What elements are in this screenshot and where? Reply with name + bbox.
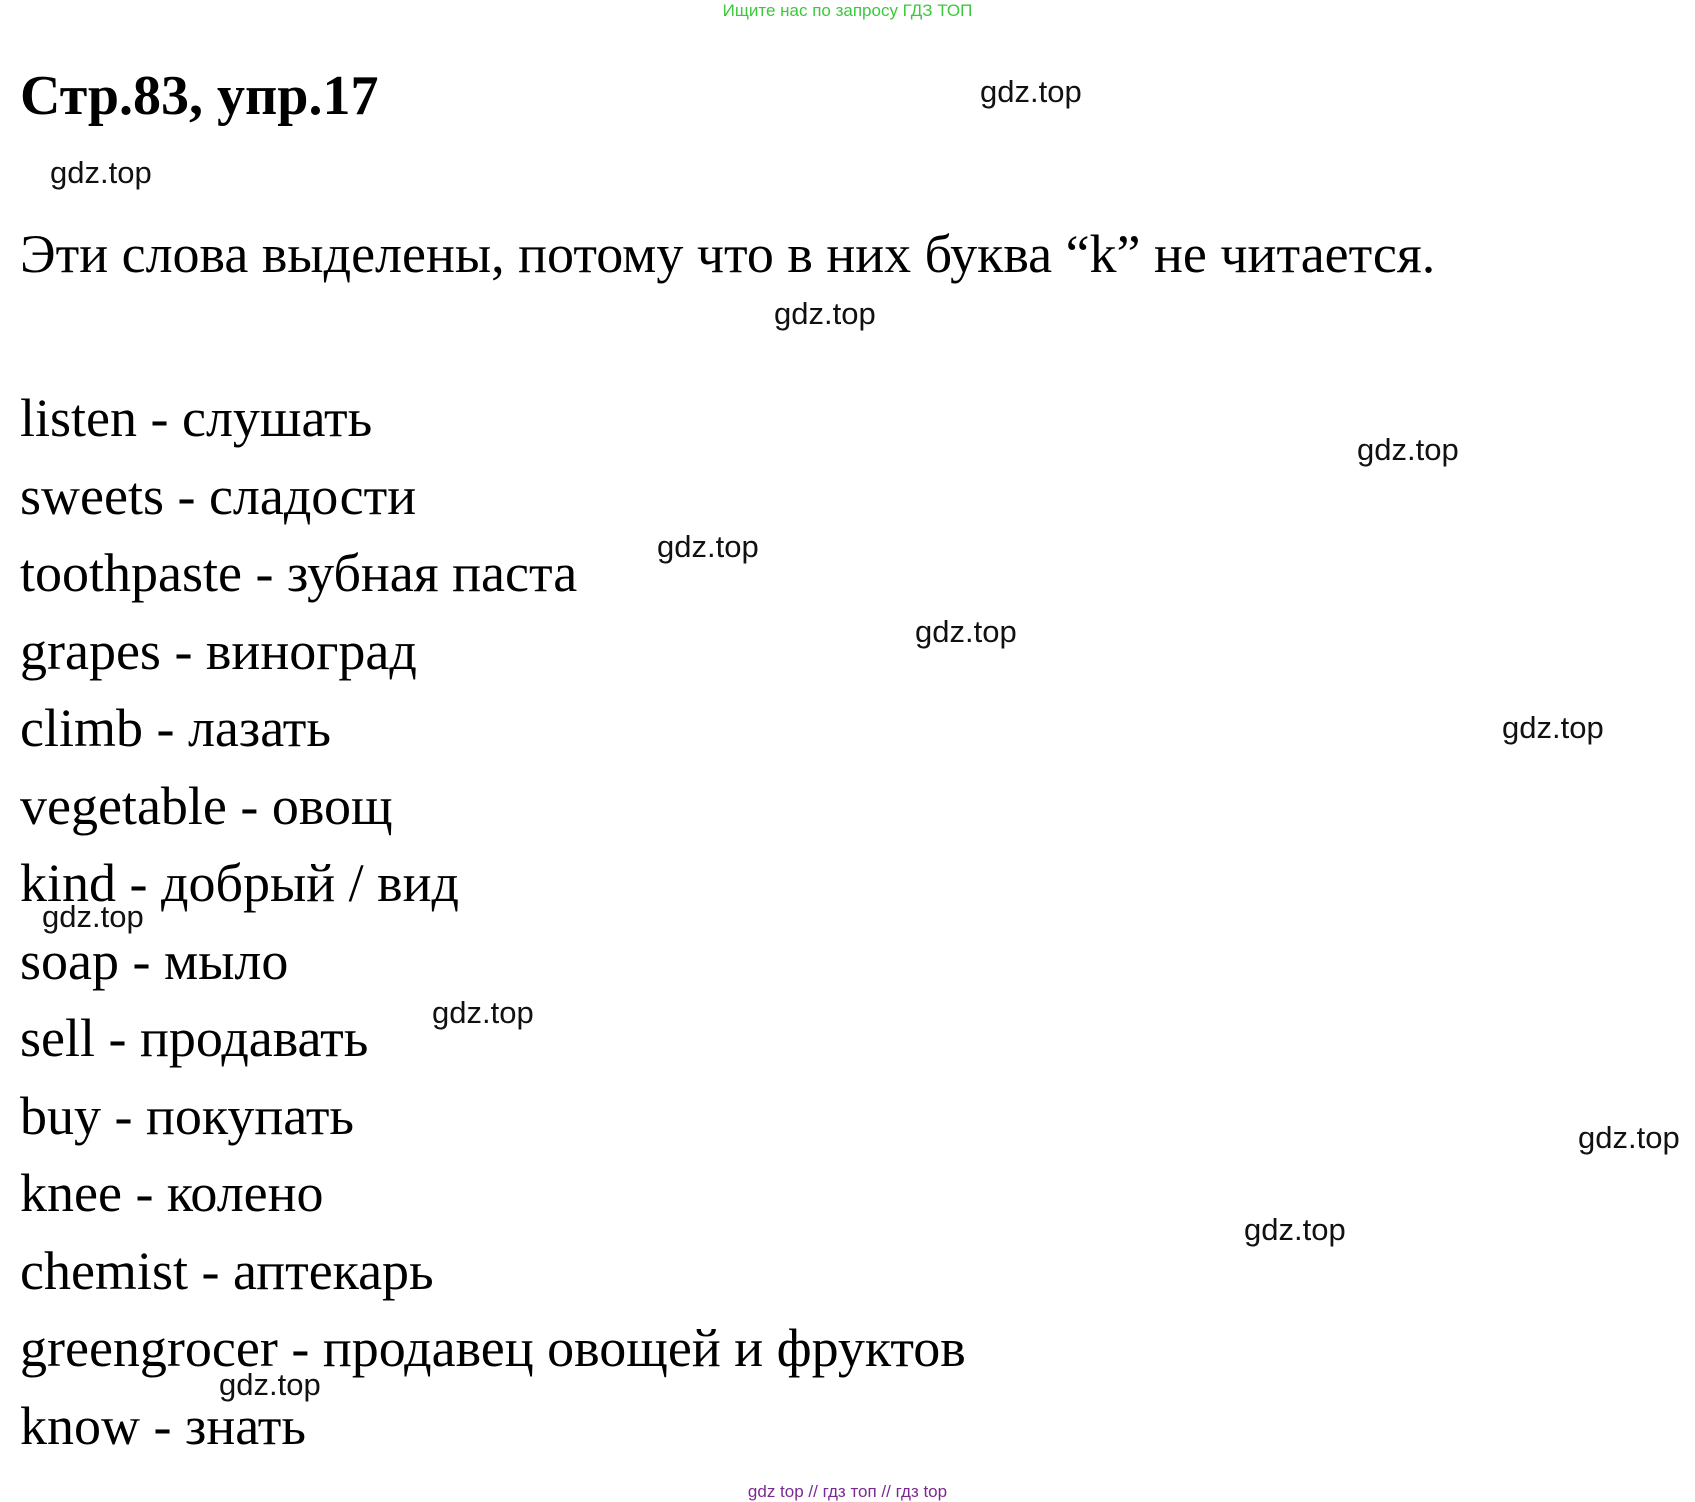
vocab-english: chemist xyxy=(20,1240,188,1301)
vocab-dash: - xyxy=(129,853,148,913)
vocab-dash: - xyxy=(114,1085,133,1146)
vocab-english: knee xyxy=(20,1163,122,1223)
vocab-russian: продавец овощей и фруктов xyxy=(322,1318,966,1378)
vocab-english: listen xyxy=(20,388,137,448)
vocab-english: grapes xyxy=(20,620,161,681)
watermark: gdz.top xyxy=(1244,1212,1346,1247)
vocab-dash: - xyxy=(240,775,259,836)
top-banner: Ищите нас по запросу ГДЗ ТОП xyxy=(722,1,973,20)
vocab-russian: сладости xyxy=(208,465,417,526)
vocab-dash: - xyxy=(255,543,274,603)
vocab-russian: лазать xyxy=(187,698,332,758)
vocab-russian: аптекарь xyxy=(232,1240,434,1301)
vocab-russian: виноград xyxy=(205,620,417,681)
vocab-dash: - xyxy=(153,1395,172,1456)
vocab-dash: - xyxy=(291,1318,310,1378)
watermark: gdz.top xyxy=(774,296,876,331)
footer-links: gdz top // гдз топ // гдз top xyxy=(747,1482,948,1501)
watermark: gdz.top xyxy=(1357,432,1459,467)
vocab-dash: - xyxy=(108,1008,127,1068)
watermark: gdz.top xyxy=(1578,1120,1680,1155)
vocab-english: sell xyxy=(20,1008,95,1068)
vocab-dash: - xyxy=(156,698,175,758)
vocab-dash: - xyxy=(150,388,169,448)
vocab-item xyxy=(20,1155,966,1233)
vocab-item xyxy=(20,1233,966,1311)
vocab-russian: слушать xyxy=(181,388,373,448)
vocab-russian: добрый / вид xyxy=(161,853,460,913)
vocab-dash: - xyxy=(132,930,151,991)
vocab-item xyxy=(20,1388,966,1466)
vocab-english: climb xyxy=(20,698,143,758)
vocab-item xyxy=(20,923,966,1001)
vocab-dash: - xyxy=(177,465,196,526)
watermark: gdz.top xyxy=(432,995,534,1030)
vocab-english: toothpaste xyxy=(20,543,242,603)
watermark: gdz.top xyxy=(42,899,144,934)
vocab-english: know xyxy=(20,1395,140,1456)
vocab-item xyxy=(20,613,966,691)
watermark: gdz.top xyxy=(1502,710,1604,745)
vocab-english: greengrocer xyxy=(20,1318,278,1378)
vocab-russian: мыло xyxy=(163,930,289,991)
vocab-dash: - xyxy=(201,1240,220,1301)
watermark: gdz.top xyxy=(50,155,152,190)
vocab-russian: колено xyxy=(166,1163,324,1223)
watermark: gdz.top xyxy=(980,74,1082,109)
vocab-item xyxy=(20,535,966,613)
vocab-item xyxy=(20,768,966,846)
vocab-item xyxy=(20,845,966,923)
watermark: gdz.top xyxy=(657,529,759,564)
vocab-russian: овощ xyxy=(271,775,393,836)
vocab-item xyxy=(20,458,966,536)
vocab-english: sweets xyxy=(20,465,164,526)
page-title: Стр.83, упр.17 xyxy=(20,65,379,127)
vocab-russian: знать xyxy=(184,1395,307,1456)
watermark: gdz.top xyxy=(219,1367,321,1402)
vocab-dash: - xyxy=(135,1163,154,1223)
vocab-russian: покупать xyxy=(145,1085,355,1146)
vocabulary-list xyxy=(20,380,966,1465)
vocab-item xyxy=(20,1078,966,1156)
vocab-english: soap xyxy=(20,930,119,991)
intro-text: Эти слова выделены, потому что в них буква “k” не читается. xyxy=(20,224,1436,284)
vocab-english: vegetable xyxy=(20,775,227,836)
vocab-item xyxy=(20,690,966,768)
vocab-item xyxy=(20,1310,966,1388)
vocab-english: buy xyxy=(20,1085,101,1146)
vocab-russian: продавать xyxy=(139,1008,369,1068)
vocab-dash: - xyxy=(174,620,193,681)
watermark: gdz.top xyxy=(915,614,1017,649)
vocab-russian: зубная паста xyxy=(286,543,578,603)
vocab-english: kind xyxy=(20,853,117,913)
vocab-item xyxy=(20,380,966,458)
